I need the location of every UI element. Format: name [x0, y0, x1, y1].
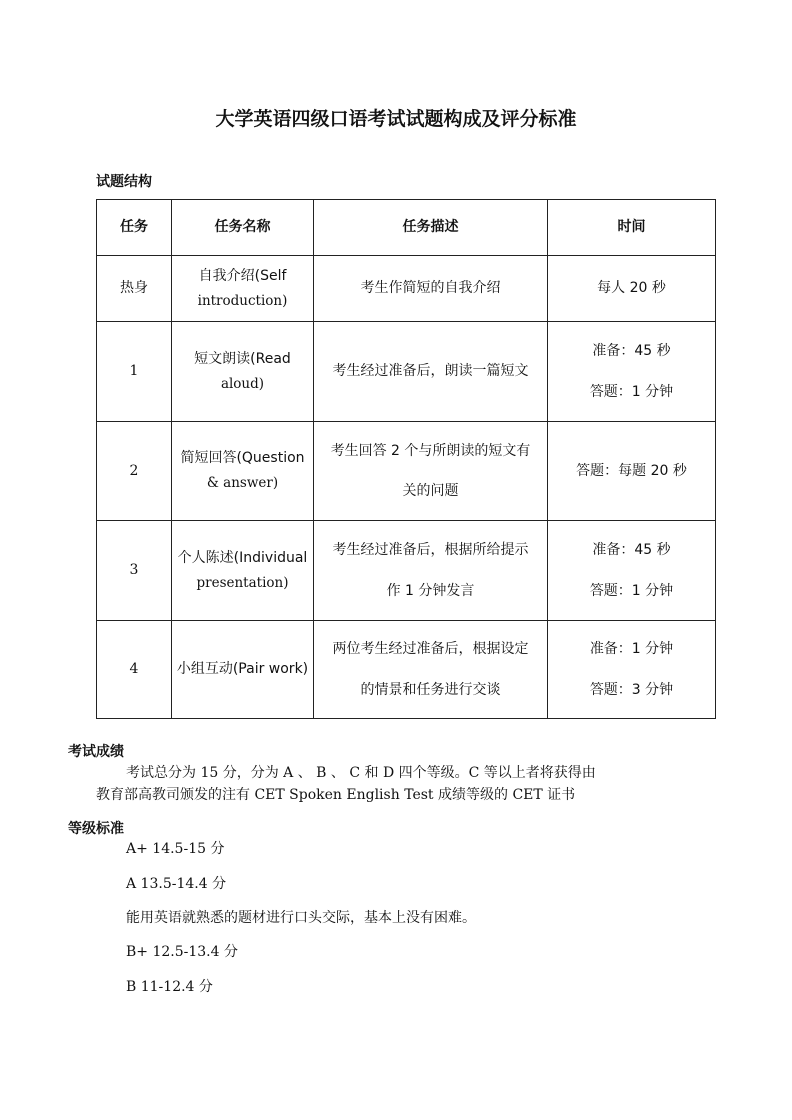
desc-line: 作 1 分钟发言 — [386, 582, 475, 599]
grade-item: B 11-12.4 分 — [126, 979, 213, 995]
name-line: 个人陈述(Individual — [177, 549, 308, 566]
name-line: aloud) — [220, 375, 265, 392]
score-paragraph — [96, 762, 696, 806]
name-line: introduction) — [197, 292, 288, 309]
name-line: & answer) — [206, 475, 279, 492]
grade-item: A 13.5-14.4 分 — [126, 876, 227, 892]
name-cell — [172, 322, 314, 422]
desc-cell — [314, 621, 548, 719]
task-cell: 2 — [97, 422, 172, 521]
time-line: 每人 20 秒 — [597, 280, 666, 297]
task-table — [96, 199, 716, 719]
desc-line: 考生经过准备后，朗读一篇短文 — [332, 363, 529, 380]
desc-line: 两位考生经过准备后，根据设定 — [332, 641, 529, 658]
table-row — [97, 621, 716, 719]
score-text-line: 教育部高教司颁发的注有 CET Spoken English Test 成绩等级的 CET 证书 — [96, 787, 576, 803]
desc-cell — [314, 521, 548, 621]
table-row — [97, 256, 716, 322]
table-header-row — [97, 200, 716, 256]
time-line: 答题：每题 20 秒 — [576, 462, 687, 479]
task-cell: 3 — [97, 521, 172, 621]
time-line: 答题：3 分钟 — [589, 681, 674, 698]
structure-heading: 试题结构 — [96, 174, 152, 190]
desc-line: 的情景和任务进行交谈 — [360, 681, 501, 698]
score-text-line: 考试总分为 15 分，分为 A 、 B 、 C 和 D 四个等级。C 等以上者将获得由 — [126, 765, 596, 781]
desc-cell — [314, 322, 548, 422]
time-cell — [548, 256, 716, 322]
name-line: 自我介绍(Self — [198, 267, 287, 284]
desc-line: 考生作简短的自我介绍 — [360, 280, 501, 297]
desc-line: 考生经过准备后，根据所给提示 — [332, 542, 529, 559]
table-row — [97, 322, 716, 422]
time-line: 准备：45 秒 — [592, 343, 671, 360]
table-row — [97, 521, 716, 621]
name-line: presentation) — [196, 574, 289, 591]
header-desc: 任务描述 — [314, 200, 548, 256]
grade-item: B+ 12.5-13.4 分 — [126, 944, 238, 960]
task-cell: 1 — [97, 322, 172, 422]
name-cell — [172, 521, 314, 621]
desc-cell — [314, 256, 548, 322]
time-line: 答题：1 分钟 — [589, 582, 674, 599]
header-time: 时间 — [548, 200, 716, 256]
desc-cell — [314, 422, 548, 521]
grade-heading: 等级标准 — [68, 821, 124, 837]
name-cell — [172, 422, 314, 521]
page-title: 大学英语四级口语考试试题构成及评分标准 — [215, 108, 577, 130]
time-line: 准备：1 分钟 — [589, 641, 674, 658]
header-task: 任务 — [97, 200, 172, 256]
table-row — [97, 422, 716, 521]
desc-line: 考生回答 2 个与所朗读的短文有 — [330, 442, 531, 459]
time-line: 答题：1 分钟 — [589, 383, 674, 400]
name-cell — [172, 256, 314, 322]
score-heading: 考试成绩 — [68, 744, 124, 760]
name-line: 简短回答(Question — [180, 450, 305, 466]
time-line: 准备：45 秒 — [592, 542, 671, 559]
time-cell — [548, 422, 716, 521]
time-cell — [548, 621, 716, 719]
grade-item: A+ 14.5-15 分 — [126, 841, 225, 857]
desc-line: 关的问题 — [402, 483, 459, 499]
task-cell: 4 — [97, 621, 172, 719]
grade-description: 能用英语就熟悉的题材进行口头交际，基本上没有困难。 — [126, 910, 476, 926]
name-line: 短文朗读(Read — [194, 350, 291, 367]
name-cell — [172, 621, 314, 719]
time-cell — [548, 322, 716, 422]
time-cell — [548, 521, 716, 621]
task-cell: 热身 — [97, 256, 172, 322]
name-line: 小组互动(Pair work) — [176, 661, 309, 678]
header-name: 任务名称 — [172, 200, 314, 256]
